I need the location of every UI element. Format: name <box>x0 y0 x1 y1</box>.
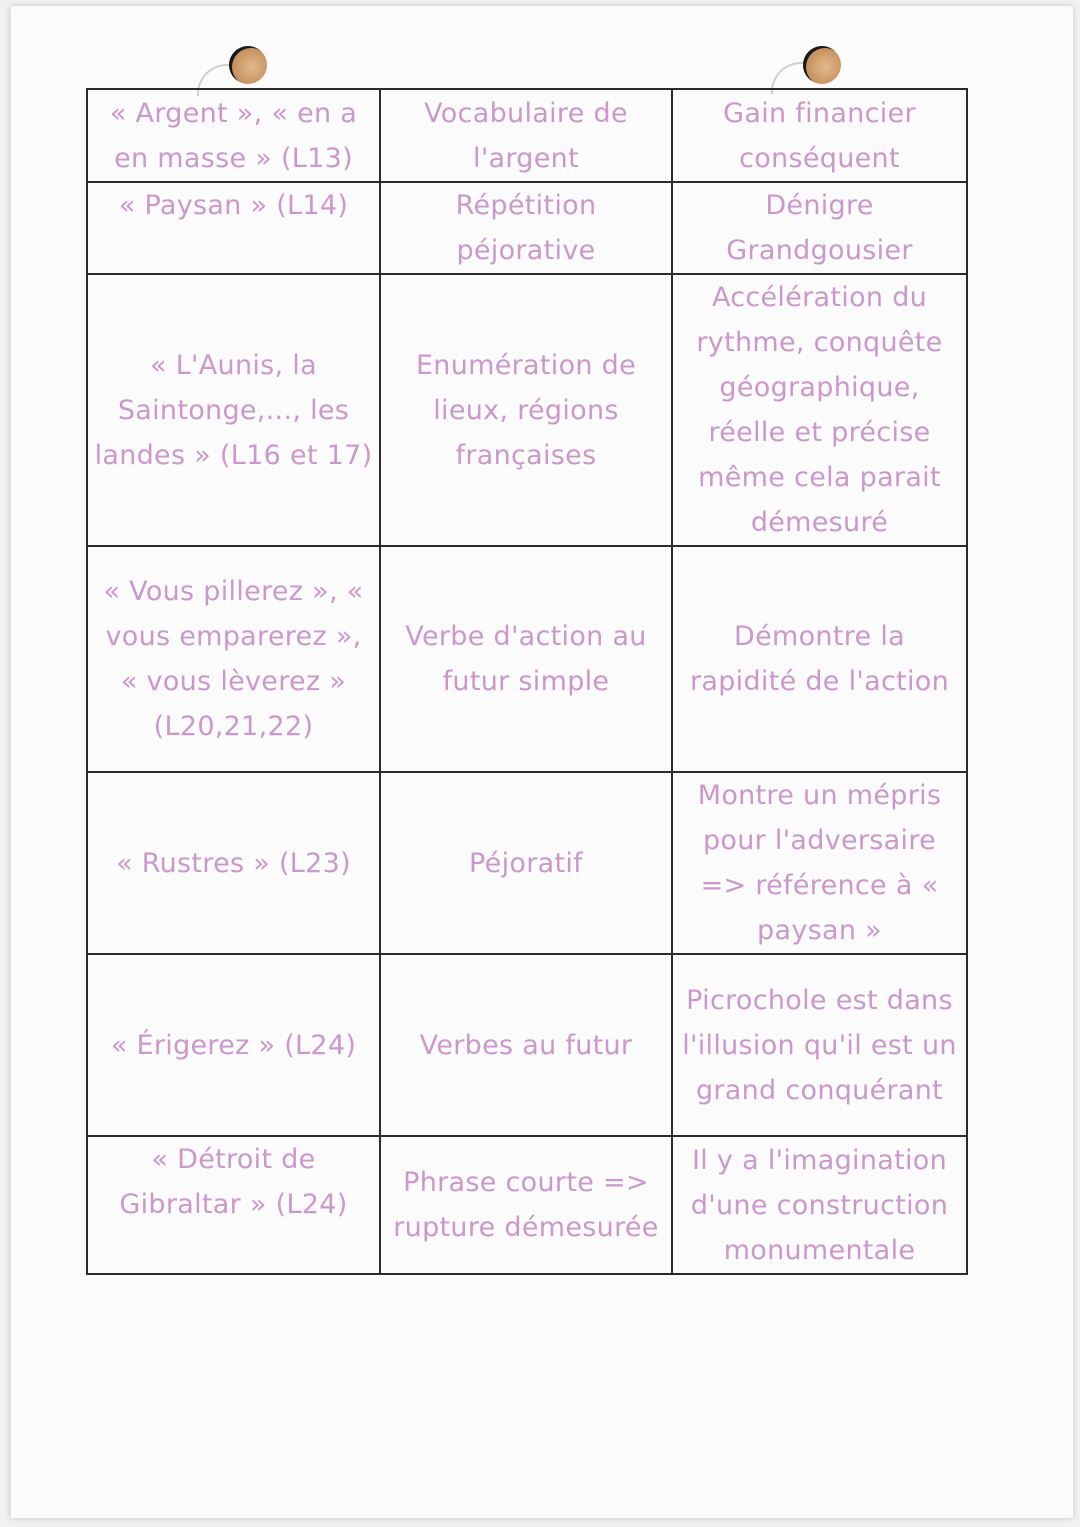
analysis-table <box>86 88 968 1275</box>
interpretation-cell: Montre un mépris pour l'adversaire => référence à « paysan » <box>672 772 967 954</box>
interpretation-cell: Accélération du rythme, conquête géographique, réelle et précise même cela parait démesuré <box>672 274 967 546</box>
quote-cell: « Paysan » (L14) <box>87 182 380 274</box>
table-row <box>87 772 967 954</box>
technique-cell: Péjoratif <box>380 772 672 954</box>
quote-cell: « Rustres » (L23) <box>87 772 380 954</box>
quote-cell: « Argent », « en a en masse » (L13) <box>87 89 380 182</box>
interpretation-cell: Démontre la rapidité de l'action <box>672 546 967 772</box>
technique-cell: Verbe d'action au futur simple <box>380 546 672 772</box>
table-row <box>87 89 967 182</box>
table-row <box>87 274 967 546</box>
binder-ring-right <box>803 46 841 84</box>
quote-cell: « Érigerez » (L24) <box>87 954 380 1136</box>
quote-cell: « Vous pillerez », « vous emparerez », « vous lèverez » (L20,21,22) <box>87 546 380 772</box>
quote-cell: « Détroit de Gibraltar » (L24) <box>87 1136 380 1274</box>
interpretation-cell: Gain financier conséquent <box>672 89 967 182</box>
interpretation-cell: Il y a l'imagination d'une construction monumentale <box>672 1136 967 1274</box>
interpretation-cell: Picrochole est dans l'illusion qu'il est un grand conquérant <box>672 954 967 1136</box>
table-row <box>87 546 967 772</box>
technique-cell: Phrase courte => rupture démesurée <box>380 1136 672 1274</box>
table-row <box>87 1136 967 1274</box>
interpretation-cell: Dénigre Grandgousier <box>672 182 967 274</box>
technique-cell: Vocabulaire de l'argent <box>380 89 672 182</box>
table-row <box>87 182 967 274</box>
table-row <box>87 954 967 1136</box>
quote-cell: « L'Aunis, la Saintonge,..., les landes » (L16 et 17) <box>87 274 380 546</box>
technique-cell: Verbes au futur <box>380 954 672 1136</box>
binder-ring-left <box>229 46 267 84</box>
technique-cell: Enumération de lieux, régions françaises <box>380 274 672 546</box>
technique-cell: Répétition péjorative <box>380 182 672 274</box>
